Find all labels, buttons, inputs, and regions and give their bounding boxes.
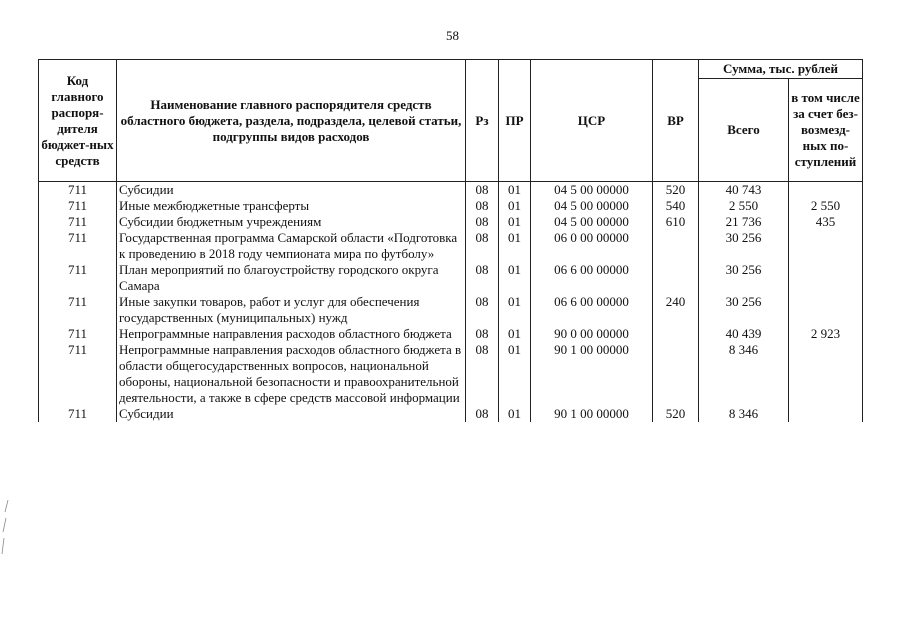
cell-pr: 01 [499,406,531,422]
cell-total: 30 256 [699,294,789,326]
cell-csr: 04 5 00 00000 [531,198,653,214]
cell-rz: 08 [466,198,499,214]
cell-pr: 01 [499,214,531,230]
header-sum-group: Сумма, тыс. рублей [699,60,863,79]
cell-name: Государственная программа Самарской области «Подготовка к проведению в 2018 году чемпионата мира по футболу» [117,230,466,262]
cell-vr [653,262,699,294]
table-body [39,182,863,423]
cell-grants [789,182,863,199]
cell-csr: 04 5 00 00000 [531,214,653,230]
cell-total: 2 550 [699,198,789,214]
cell-rz: 08 [466,214,499,230]
cell-csr: 04 5 00 00000 [531,182,653,199]
cell-total: 40 439 [699,326,789,342]
header-code: Код главного распоря-дителя бюджет-ных средств [39,60,117,182]
page-number: 58 [446,28,459,43]
cell-grants [789,342,863,406]
cell-code: 711 [39,182,117,199]
cell-code: 711 [39,406,117,422]
table-row [39,294,863,326]
cell-total: 30 256 [699,230,789,262]
cell-code: 711 [39,262,117,294]
cell-rz: 08 [466,230,499,262]
table-header [39,60,863,182]
cell-vr: 610 [653,214,699,230]
cell-code: 711 [39,294,117,326]
cell-name: Субсидии [117,406,466,422]
cell-grants [789,230,863,262]
cell-pr: 01 [499,182,531,199]
header-grants: в том числе за счет без-возмезд-ных по-ступлений [789,79,863,182]
cell-vr [653,342,699,406]
cell-csr: 90 1 00 00000 [531,406,653,422]
header-csr: ЦСР [531,60,653,182]
table-row [39,342,863,406]
cell-rz: 08 [466,294,499,326]
cell-vr [653,326,699,342]
cell-csr: 90 0 00 00000 [531,326,653,342]
cell-rz: 08 [466,342,499,406]
cell-grants: 2 923 [789,326,863,342]
cell-grants [789,294,863,326]
cell-name: Субсидии бюджетным учреждениям [117,214,466,230]
cell-code: 711 [39,198,117,214]
header-vr: ВР [653,60,699,182]
cell-vr: 520 [653,182,699,199]
cell-pr: 01 [499,230,531,262]
cell-csr: 06 6 00 00000 [531,294,653,326]
cell-code: 711 [39,230,117,262]
header-pr: ПР [499,60,531,182]
cell-rz: 08 [466,406,499,422]
cell-grants: 435 [789,214,863,230]
cell-vr: 240 [653,294,699,326]
cell-vr: 520 [653,406,699,422]
cell-pr: 01 [499,262,531,294]
table-row [39,326,863,342]
table-row [39,262,863,294]
table-row [39,214,863,230]
cell-grants: 2 550 [789,198,863,214]
cell-name: Непрограммные направления расходов областного бюджета [117,326,466,342]
cell-pr: 01 [499,342,531,406]
cell-code: 711 [39,326,117,342]
header-rz: Рз [466,60,499,182]
cell-total: 8 346 [699,406,789,422]
cell-name: Иные закупки товаров, работ и услуг для обеспечения государственных (муниципальных) нужд [117,294,466,326]
cell-total: 30 256 [699,262,789,294]
cell-code: 711 [39,214,117,230]
header-name: Наименование главного распорядителя средств областного бюджета, раздела, подраздела, целевой статьи, подгруппы видов расходов [117,60,466,182]
cell-rz: 08 [466,326,499,342]
cell-total: 40 743 [699,182,789,199]
cell-name: Непрограммные направления расходов областного бюджета в области общегосударственных вопросов, национальной обороны, национальной безопасности и правоохранительной деятельности, а также в сфере средств массовой информации [117,342,466,406]
cell-total: 8 346 [699,342,789,406]
cell-grants [789,262,863,294]
table-row [39,230,863,262]
cell-pr: 01 [499,326,531,342]
cell-vr [653,230,699,262]
cell-pr: 01 [499,198,531,214]
table-row [39,198,863,214]
cell-csr: 06 0 00 00000 [531,230,653,262]
cell-total: 21 736 [699,214,789,230]
cell-code: 711 [39,342,117,406]
cell-rz: 08 [466,182,499,199]
budget-table [38,59,863,422]
cell-pr: 01 [499,294,531,326]
table-row [39,406,863,422]
cell-csr: 90 1 00 00000 [531,342,653,406]
cell-name: План мероприятий по благоустройству городского округа Самара [117,262,466,294]
header-total: Всего [699,79,789,182]
cell-grants [789,406,863,422]
cell-name: Субсидии [117,182,466,199]
cell-vr: 540 [653,198,699,214]
margin-pencil-mark [0,498,10,558]
cell-csr: 06 6 00 00000 [531,262,653,294]
cell-rz: 08 [466,262,499,294]
cell-name: Иные межбюджетные трансферты [117,198,466,214]
table-row [39,182,863,199]
